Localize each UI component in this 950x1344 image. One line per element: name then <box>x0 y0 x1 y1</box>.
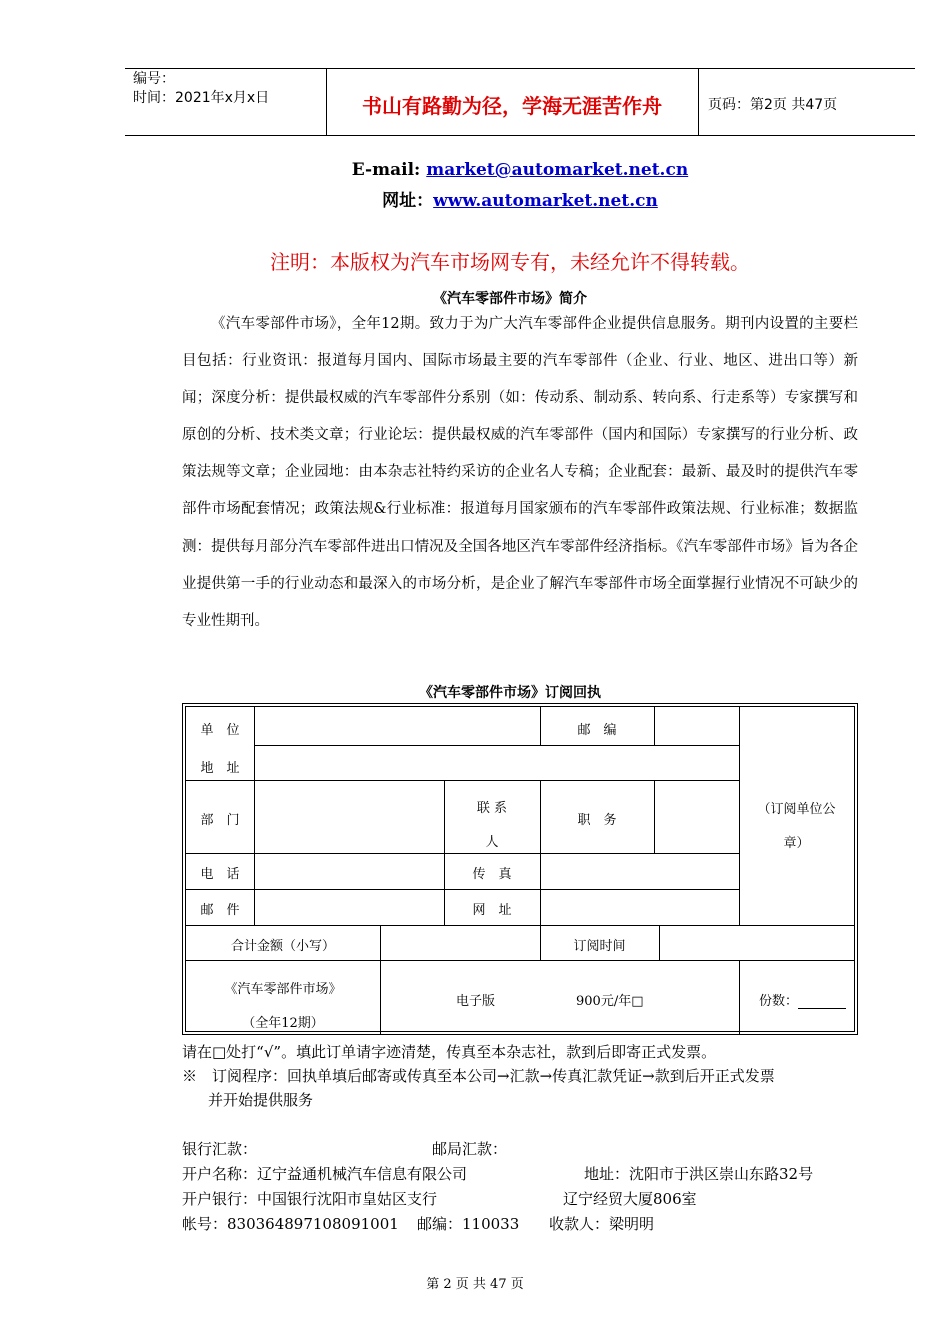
grid-line <box>254 707 255 925</box>
mail-label: 邮 件 <box>200 903 240 918</box>
procedure-line: ※ 订阅程序：回执单填后邮寄或传真至本公司→汇款→传真汇款凭证→款到后开正式发票 <box>182 1067 775 1085</box>
seal-cell <box>739 793 854 861</box>
company-address: 地址：沈阳市于洪区崇山东路32号 <box>584 1165 814 1183</box>
contact-person-text: 联 系 <box>476 801 508 816</box>
grid-line <box>654 707 655 745</box>
bank-transfer-label: 银行汇款： <box>182 1140 258 1158</box>
website-line <box>0 186 950 211</box>
mail-field[interactable] <box>256 891 442 924</box>
copies-label: 份数： <box>759 994 799 1009</box>
copies-field[interactable] <box>759 990 854 1009</box>
payee: 收款人：梁明明 <box>549 1215 655 1233</box>
grid-line <box>380 925 381 1034</box>
website-label: 网 址 <box>472 903 512 918</box>
contact-person-label <box>444 792 540 860</box>
postcode: 邮编：110033 <box>417 1215 520 1233</box>
postcode-label: 邮 编 <box>577 723 617 738</box>
grid-line <box>186 960 854 961</box>
email-line <box>0 160 950 180</box>
company-building: 辽宁经贸大厦806室 <box>563 1190 697 1208</box>
intro-title: 《汽车零部件市场》简介 <box>433 291 587 307</box>
header-motto: 书山有路勤为径，学海无涯苦作舟 <box>362 94 662 118</box>
header-divider <box>698 68 699 135</box>
website-link[interactable]: www.automarket.net.cn <box>433 191 658 211</box>
department-label: 部 门 <box>200 813 240 828</box>
total-amount-field[interactable] <box>382 927 538 959</box>
grid-line <box>186 889 739 890</box>
account-name: 开户名称：辽宁益通机械汽车信息有限公司 <box>182 1165 468 1183</box>
procedure-line: 并开始提供服务 <box>208 1091 314 1109</box>
department-field[interactable] <box>256 782 442 852</box>
email-link[interactable]: market@automarket.net.cn <box>426 160 689 180</box>
fax-label: 传 真 <box>472 867 512 882</box>
check-note: 请在□处打“√”。填此订单请字迹清楚，传真至本杂志社，款到后即寄正式发票。 <box>182 1043 717 1061</box>
form-inner-border <box>185 706 855 1032</box>
total-amount-label: 合计金额（小写） <box>230 939 335 954</box>
price-checkbox[interactable]: 900元/年□ <box>576 994 644 1009</box>
grid-line <box>654 780 655 853</box>
form-title: 《汽车零部件市场》订阅回执 <box>419 685 601 701</box>
post-transfer-label: 邮局汇款： <box>432 1140 508 1158</box>
magazine-name <box>186 973 380 1041</box>
header-page-number: 页码：第2页 共47页 <box>708 97 838 113</box>
subscribe-time-label: 订阅时间 <box>573 939 626 954</box>
grid-line <box>659 925 660 960</box>
postcode-field[interactable] <box>656 709 737 743</box>
grid-line <box>254 745 739 746</box>
header-meta <box>133 70 269 108</box>
intro-body: 《汽车零部件市场》，全年12期。致力于为广大汽车零部件企业提供信息服务。期刊内设置的主要栏目包括：行业资讯：报道每月国内、国际市场最主要的汽车零部件（企业、行业、地区、进出口等）新闻；深度分析：提供最权威的汽车零部件分系别（如：传动系、制动系、转向系、行走系等）专家撰写和原创的分析、技术类文章；行业论坛：提供最权威的汽车零部件（国内和国际）专家撰写的行业分析、政策法规等文章；企业园地：由本杂志社特约采访的企业名人专稿；企业配套：最新、最及时的提供汽车零部件市场配套情况；政策法规&行业标准：报道每月国家颁布的汽车零部件政策法规、行业标准；数据监测：提供每月部分汽车零部件进出口情况及全国各地区汽车零部件经济指标。《汽车零部件市场》旨为各企业提供第一手的行业动态和最深入的市场分析，是企业了解汽车零部件市场全面掌握行业情况不可缺少的专业性期刊。 <box>182 316 858 629</box>
phone-field[interactable] <box>256 855 442 888</box>
page-footer: 第 2 页 共 47 页 <box>426 1277 524 1292</box>
website-field[interactable] <box>542 891 737 924</box>
position-field[interactable] <box>656 782 737 852</box>
header-bottom-rule <box>125 135 915 136</box>
phone-label: 电 话 <box>200 867 240 882</box>
address-field[interactable] <box>256 747 737 779</box>
magazine-period: （全年12期） <box>242 1016 324 1031</box>
grid-line <box>739 960 740 1034</box>
header-top-rule <box>125 68 915 69</box>
subscribe-time-field[interactable] <box>661 927 852 959</box>
grid-line <box>540 780 541 925</box>
copies-blank[interactable] <box>798 996 846 1009</box>
edition-label: 电子版 <box>456 994 496 1009</box>
bank-name: 开户银行：中国银行沈阳市皇姑区支行 <box>182 1190 438 1208</box>
magazine-title: 《汽车零部件市场》 <box>224 982 342 997</box>
seal-text: （订阅单位公 <box>757 802 836 817</box>
position-label: 职 务 <box>577 813 617 828</box>
website-label: 网址： <box>382 191 434 211</box>
email-label: E-mail: <box>351 160 427 180</box>
grid-line <box>186 925 854 926</box>
contact-person-text: 人 <box>485 835 499 850</box>
subscription-form <box>182 703 858 1035</box>
seal-text: 章） <box>783 836 810 851</box>
time-text: 时间：2021年x月x日 <box>133 90 270 106</box>
fax-field[interactable] <box>542 855 737 888</box>
code-label: 编号： <box>133 71 175 87</box>
unit-field[interactable] <box>256 709 538 743</box>
account-number: 帐号：830364897108091001 <box>182 1215 399 1233</box>
address-label: 地 址 <box>200 761 240 776</box>
copyright-notice: 注明：本版权为汽车市场网专有，未经允许不得转载。 <box>270 250 750 274</box>
unit-label: 单 位 <box>200 723 240 738</box>
grid-line <box>186 780 739 781</box>
